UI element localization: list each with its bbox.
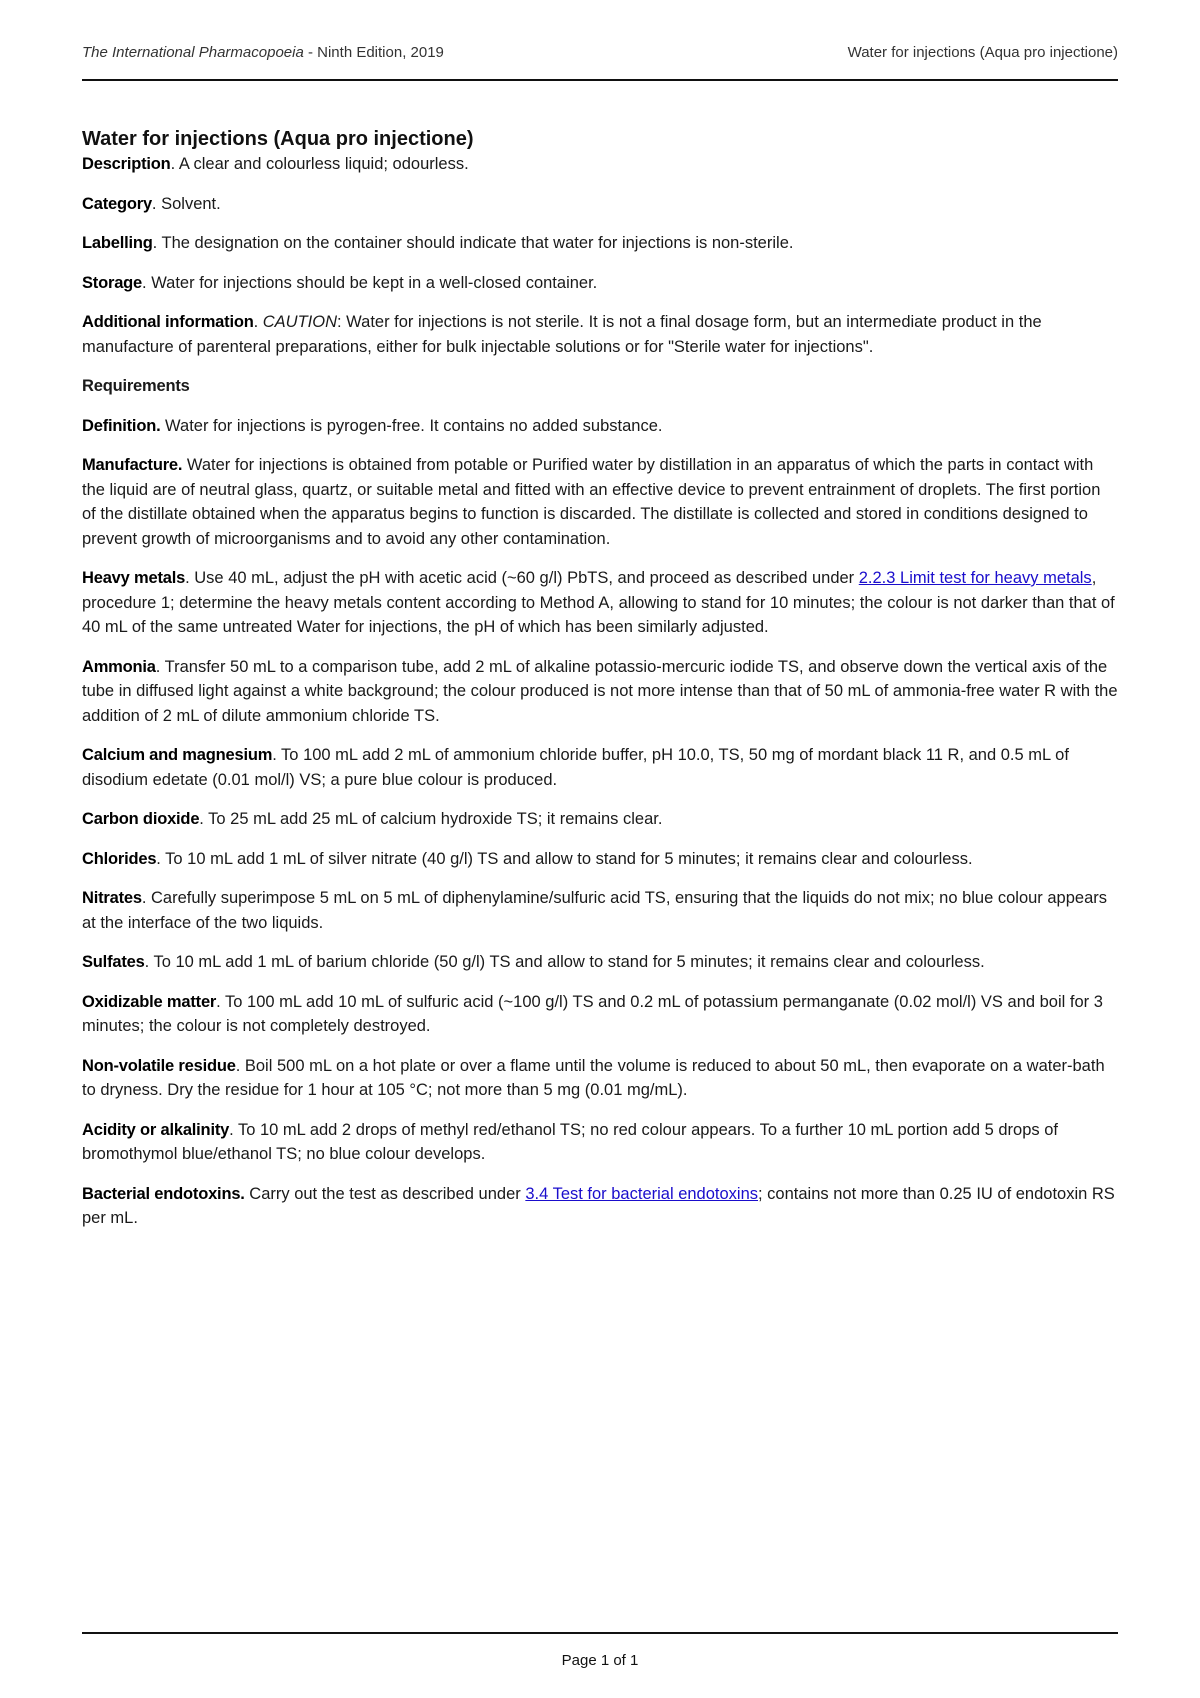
text-acidity-alkalinity: . To 10 mL add 2 drops of methyl red/ethanol TS; no red colour appears. To a further 10 mL portion add 5 drops of bromothymol blue/ethanol TS; no blue colour develops. xyxy=(82,1120,1058,1163)
term-sulfates: Sulfates xyxy=(82,953,145,971)
req-chlorides xyxy=(82,847,1118,872)
req-ammonia xyxy=(82,655,1118,729)
req-oxidizable-matter xyxy=(82,990,1118,1039)
text-category: . Solvent. xyxy=(151,194,221,213)
term-manufacture: Manufacture. xyxy=(82,456,183,474)
term-description: Description xyxy=(82,155,171,173)
header-divider xyxy=(82,79,1118,81)
text-nitrates: . Carefully superimpose 5 mL on 5 mL of diphenylamine/sulfuric acid TS, ensuring that the liquids do not mix; no blue colour appears at the interface of the two liquids. xyxy=(82,889,1108,932)
req-sulfates xyxy=(82,950,1118,975)
header-left xyxy=(82,44,444,64)
link-limit-test-heavy-metals[interactable]: 2.2.3 Limit test for heavy metals xyxy=(858,569,1092,587)
text-description: . A clear and colourless liquid; odourless. xyxy=(170,155,469,173)
text-oxidizable-matter: . To 100 mL add 10 mL of sulfuric acid (~100 g/l) TS and 0.2 mL of potassium permanganate (0.02 mol/l) VS and boil for 3 minutes; the colour is not completely destroyed. xyxy=(82,992,1103,1035)
text-labelling: . The designation on the container should indicate that water for injections is non-sterile. xyxy=(152,234,794,252)
term-storage: Storage xyxy=(82,273,143,292)
text-chlorides: . To 10 mL add 1 mL of silver nitrate (40 g/l) TS and allow to stand for 5 minutes; it remains clear and colourless. xyxy=(156,849,973,868)
header-monograph: Water for injections (Aqua pro injectione) xyxy=(847,44,1118,61)
req-non-volatile-residue xyxy=(82,1054,1118,1103)
section-additional-information xyxy=(82,310,1118,359)
section-category xyxy=(82,192,1118,217)
text-non-volatile-residue: . Boil 500 mL on a hot plate or over a flame until the volume is reduced to about 50 mL, then evaporate on a water-bath to dryness. Dry the residue for 1 hour at 105 °C; not more than 5 mg (0.01 mg/mL). xyxy=(82,1056,1105,1099)
term-labelling: Labelling xyxy=(82,234,153,252)
term-oxidizable-matter: Oxidizable matter xyxy=(82,992,217,1011)
term-definition: Definition. xyxy=(82,416,161,435)
text-heavy-metals-after: , procedure 1; determine the heavy metals content according to Method A, allowing to stand for 10 minutes; the colour is not darker than that of 40 mL of the same untreated Water for injections, the pH of which has been similarly adjusted. xyxy=(82,569,1115,636)
req-bacterial-endotoxins xyxy=(82,1182,1118,1231)
text-endotoxins-before: Carry out the test as described under xyxy=(244,1184,526,1203)
term-ammonia: Ammonia xyxy=(82,657,156,676)
req-acidity-alkalinity xyxy=(82,1118,1118,1167)
section-labelling xyxy=(82,231,1118,256)
page-number: Page 1 of 1 xyxy=(561,1652,639,1669)
section-storage xyxy=(82,271,1118,296)
term-heavy-metals: Heavy metals xyxy=(82,569,186,587)
text-ammonia: . Transfer 50 mL to a comparison tube, add 2 mL of alkaline potassio-mercuric iodide TS, and observe down the vertical axis of the tube in diffused light against a white background; the colour produced is not more intense than that of 50 mL of ammonia-free water R with the addition of 2 mL of dilute ammonium chloride TS. xyxy=(82,657,1118,725)
caution-label: CAUTION xyxy=(262,313,338,331)
term-additional-information: Additional information xyxy=(82,313,254,331)
text-manufacture: Water for injections is obtained from potable or Purified water by distillation in an apparatus of which the parts in contact with the liquid are of neutral glass, quartz, or suitable metal and fitted with an effective device to prevent entrainment of droplets. The first portion of the distillate obtained when the apparatus begins to function is discarded. The distillate is collected and stored in conditions designed to prevent growth of microorganisms and to avoid any other contamination. xyxy=(82,456,1101,548)
term-acidity-alkalinity: Acidity or alkalinity xyxy=(82,1120,230,1139)
header-edition: - Ninth Edition, 2019 xyxy=(303,44,444,61)
text-storage: . Water for injections should be kept in a well-closed container. xyxy=(142,273,598,292)
text-carbon-dioxide: . To 25 mL add 25 mL of calcium hydroxide TS; it remains clear. xyxy=(199,810,663,828)
term-nitrates: Nitrates xyxy=(82,889,142,907)
footer-divider xyxy=(82,1632,1118,1634)
text-heavy-metals-before: . Use 40 mL, adjust the pH with acetic acid (~60 g/l) PbTS, and proceed as described under xyxy=(185,569,859,587)
term-non-volatile-residue: Non-volatile residue xyxy=(82,1056,236,1075)
header-publication: The International Pharmacopoeia xyxy=(82,44,304,61)
req-manufacture xyxy=(82,453,1118,551)
sep-additional: . xyxy=(253,313,263,331)
req-carbon-dioxide xyxy=(82,807,1118,832)
term-bacterial-endotoxins: Bacterial endotoxins. xyxy=(82,1184,245,1203)
monograph-body xyxy=(82,126,1118,1246)
text-calcium-magnesium: . To 100 mL add 2 mL of ammonium chloride buffer, pH 10.0, TS, 50 mg of mordant black 11 R, and 0.5 mL of disodium edetate (0.01 mol/l) VS; a pure blue colour is produced. xyxy=(82,746,1069,789)
req-nitrates xyxy=(82,886,1118,935)
req-definition xyxy=(82,414,1118,439)
requirements-heading: Requirements xyxy=(82,377,190,395)
text-endotoxins-after: ; contains not more than 0.25 IU of endotoxin RS per mL. xyxy=(82,1184,1115,1227)
section-description xyxy=(82,152,1118,177)
page-title: Water for injections (Aqua pro injectione) xyxy=(82,128,474,150)
text-additional-information: : Water for injections is not sterile. It is not a final dosage form, but an intermediate product in the manufacture of parenteral preparations, either for bulk injectable solutions or for "Sterile water for injections". xyxy=(82,313,1042,356)
term-chlorides: Chlorides xyxy=(82,849,157,868)
link-test-bacterial-endotoxins[interactable]: 3.4 Test for bacterial endotoxins xyxy=(525,1184,759,1203)
req-calcium-magnesium xyxy=(82,743,1118,792)
term-category: Category xyxy=(82,194,152,213)
text-definition: Water for injections is pyrogen-free. It contains no added substance. xyxy=(160,416,663,435)
page-footer xyxy=(0,1652,1200,1669)
page-header xyxy=(82,44,1118,64)
req-heavy-metals xyxy=(82,566,1118,640)
text-sulfates: . To 10 mL add 1 mL of barium chloride (50 g/l) TS and allow to stand for 5 minutes; it remains clear and colourless. xyxy=(144,953,985,971)
term-calcium-magnesium: Calcium and magnesium xyxy=(82,746,273,764)
term-carbon-dioxide: Carbon dioxide xyxy=(82,810,200,828)
